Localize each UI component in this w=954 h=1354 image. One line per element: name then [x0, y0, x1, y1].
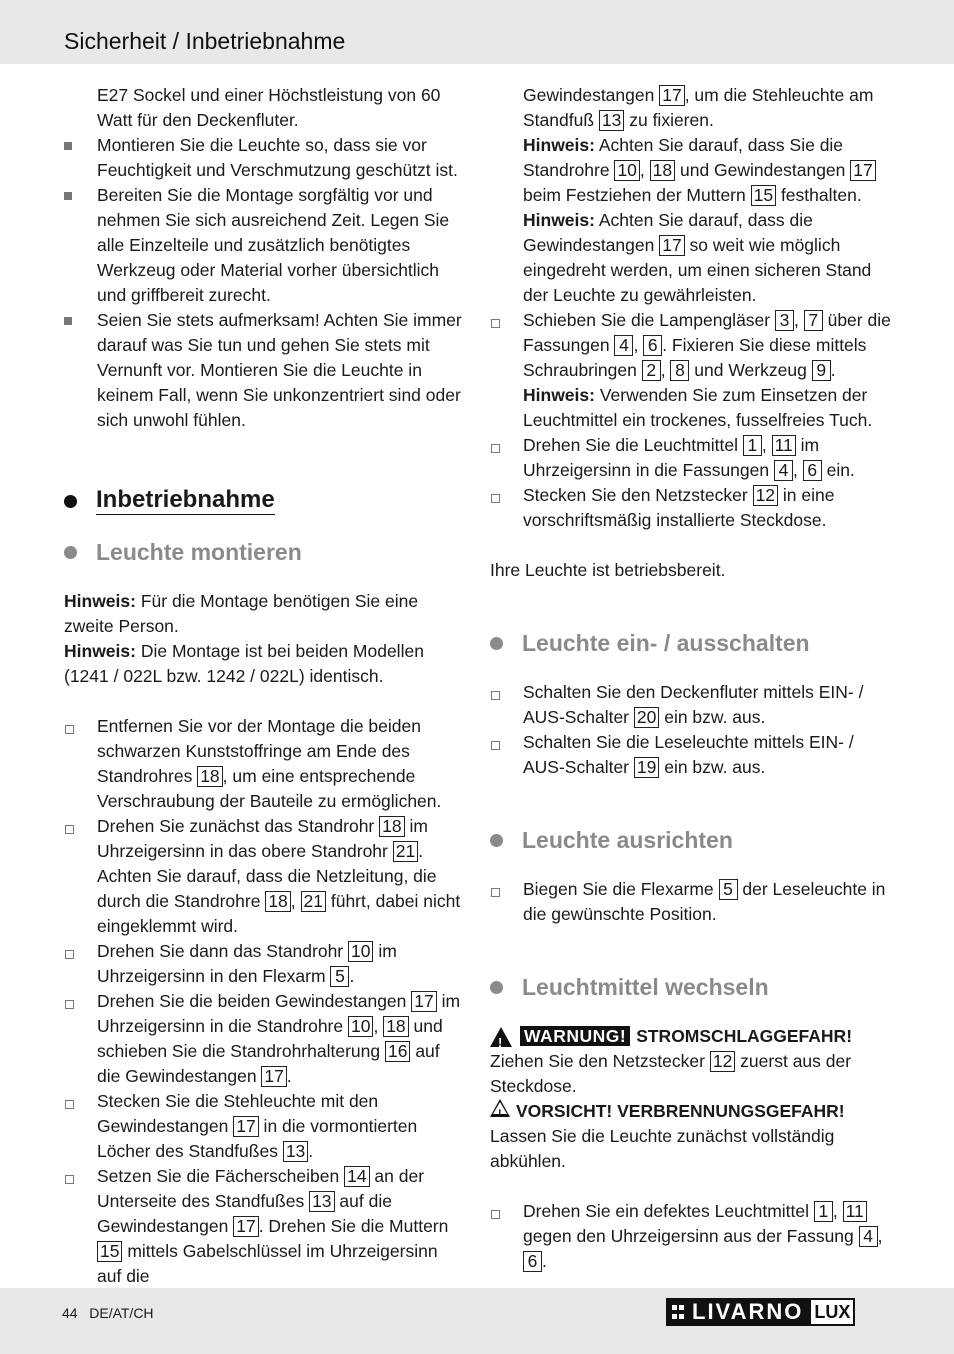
bullet-dot-icon: [490, 637, 503, 650]
step-item: Drehen Sie dann das Standrohr 10 im Uhrzeigersinn in den Flexarm 5 .: [64, 939, 466, 989]
page-header: [0, 0, 954, 64]
checkbox-icon: [65, 825, 74, 834]
step-item: Stecken Sie die Stehleuchte mit den Gewindestangen 17 in die vormontierten Löcher des Standfußes 13 .: [64, 1089, 466, 1164]
step-item: Entfernen Sie vor der Montage die beiden schwarzen Kunststoffringe am Ende des Standrohres 18 , um eine entsprechende Verschraubung der Bauteile zu ermöglichen.: [64, 714, 466, 814]
ready-text: Ihre Leuchte ist betriebsbereit.: [490, 560, 726, 580]
step-item: Drehen Sie die beiden Gewindestangen 17 im Uhrzeigersinn in die Standrohre 10 , 18 und schieben Sie die Standrohrhalterung 16 auf die Gewindestangen 17 .: [64, 989, 466, 1089]
warning-text: Ziehen Sie den Netzstecker 12 zuerst aus der Steckdose.: [490, 1051, 852, 1096]
bullet-dot-icon: [64, 495, 77, 508]
checkbox-icon: [65, 1000, 74, 1009]
bullet-dot-icon: [490, 981, 503, 994]
caution-icon: [490, 1099, 510, 1117]
square-bullet-icon: [64, 142, 72, 150]
brand-logo: LIVARNO LUX: [666, 1298, 855, 1326]
step-continuation: Gewindestangen 17 , um die Stehleuchte am Standfuß 13 zu fixieren.: [523, 85, 874, 130]
page-number: 44 DE/AT/CH: [62, 1305, 154, 1321]
step-item: Schieben Sie die Lampengläser 3 , 7 über die Fassungen 4 , 6 . Fixieren Sie diese mittels Schraubringen 2 , 8 und Werkzeug 9 .: [490, 308, 892, 383]
left-column: [64, 83, 466, 1289]
note: Hinweis: Achten Sie darauf, dass Sie die Standrohre 10 , 18 und Gewindestangen 17 beim Festziehen der Muttern 15 festhalten.: [490, 133, 892, 208]
checkbox-icon: [491, 494, 500, 503]
note: Hinweis: Achten Sie darauf, dass die Gewindestangen 17 so weit wie möglich eingedreht werden, um einen sicheren Stand der Leuchte zu gewährleisten.: [523, 210, 872, 305]
step-item: Drehen Sie die Leuchtmittel 1 , 11 im Uhrzeigersinn in die Fassungen 4 , 6 ein.: [490, 433, 892, 483]
note: Hinweis: Für die Montage benötigen Sie eine zweite Person.: [64, 591, 419, 636]
list-item: Bereiten Sie die Montage sorgfältig vor und nehmen Sie sich ausreichend Zeit. Legen Sie alle Einzelteile und zusätzlich benötigtes Werkzeug oder Material vorher übersichtlich und griffbereit zurecht.: [64, 183, 466, 308]
checkbox-icon: [65, 725, 74, 734]
checkbox-icon: [491, 444, 500, 453]
logo-mark-icon: [672, 1305, 684, 1319]
subsection-heading: Leuchte ein- / ausschalten: [490, 628, 892, 658]
list-item: Montieren Sie die Leuchte so, dass sie vor Feuchtigkeit und Verschmutzung geschützt ist.: [64, 133, 466, 183]
checkbox-icon: [491, 319, 500, 328]
bullet-dot-icon: [490, 834, 503, 847]
step-item: Setzen Sie die Fächerscheiben 14 an der Unterseite des Standfußes 13 auf die Gewindestangen 17 . Drehen Sie die Muttern 15 mittels Gabelschlüssel im Uhrzeigersinn auf die: [64, 1164, 466, 1289]
caution-text: Lassen Sie die Leuchte zunächst vollständig abkühlen.: [490, 1126, 835, 1171]
subsection-heading: Leuchte montieren: [64, 537, 466, 567]
checkbox-icon: [491, 888, 500, 897]
checkbox-icon: [491, 691, 500, 700]
checkbox-icon: [65, 1175, 74, 1184]
intro-continuation: E27 Sockel und einer Höchstleistung von 60 Watt für den Deckenfluter.: [97, 85, 441, 130]
step-item: Schalten Sie den Deckenfluter mittels EIN- / AUS-Schalter 20 ein bzw. aus.: [490, 680, 892, 730]
note: Hinweis: Verwenden Sie zum Einsetzen der Leuchtmittel ein trockenes, fusselfreies Tuch.: [523, 385, 873, 430]
step-item: Drehen Sie zunächst das Standrohr 18 im Uhrzeigersinn in das obere Standrohr 21 . Achten Sie darauf, dass die Netzleitung, die durch die Standrohre 18 , 21 führt, dabei nicht eingeklemmt wird.: [64, 814, 466, 939]
checkbox-icon: [491, 741, 500, 750]
list-item: Seien Sie stets aufmerksam! Achten Sie immer darauf was Sie tun und gehen Sie stets mit Vernunft vor. Montieren Sie die Leuchte in keinem Fall, wenn Sie unkonzentriert sind oder sich unwohl fühlen.: [64, 308, 466, 433]
right-column: [490, 83, 892, 1274]
bullet-dot-icon: [64, 546, 77, 559]
checkbox-icon: [65, 950, 74, 959]
subsection-heading: Leuchtmittel wechseln: [490, 972, 892, 1002]
step-item: Biegen Sie die Flexarme 5 der Leseleuchte in die gewünschte Position.: [490, 877, 892, 927]
warning-line: !WARNUNG! STROMSCHLAGGEFAHR!: [490, 1024, 892, 1049]
square-bullet-icon: [64, 317, 72, 325]
note: Hinweis: Die Montage ist bei beiden Modellen (1241 / 022L bzw. 1242 / 022L) identisch.: [64, 641, 424, 686]
section-heading: Inbetriebnahme: [64, 485, 466, 517]
page-title: Sicherheit / Inbetriebnahme: [64, 28, 346, 54]
subsection-heading: Leuchte ausrichten: [490, 825, 892, 855]
checkbox-icon: [491, 1210, 500, 1219]
checkbox-icon: [65, 1100, 74, 1109]
square-bullet-icon: [64, 192, 72, 200]
step-item: Drehen Sie ein defektes Leuchtmittel 1 , 11 gegen den Uhrzeigersinn aus der Fassung 4 , 6 .: [490, 1199, 892, 1274]
step-item: Stecken Sie den Netzstecker 12 in eine vorschriftsmäßig installierte Steckdose.: [490, 483, 892, 533]
warning-icon: [490, 1027, 512, 1047]
caution-line: !VORSICHT! VERBRENNUNGSGEFAHR!: [490, 1099, 892, 1124]
step-item: Schalten Sie die Leseleuchte mittels EIN- / AUS-Schalter 19 ein bzw. aus.: [490, 730, 892, 780]
